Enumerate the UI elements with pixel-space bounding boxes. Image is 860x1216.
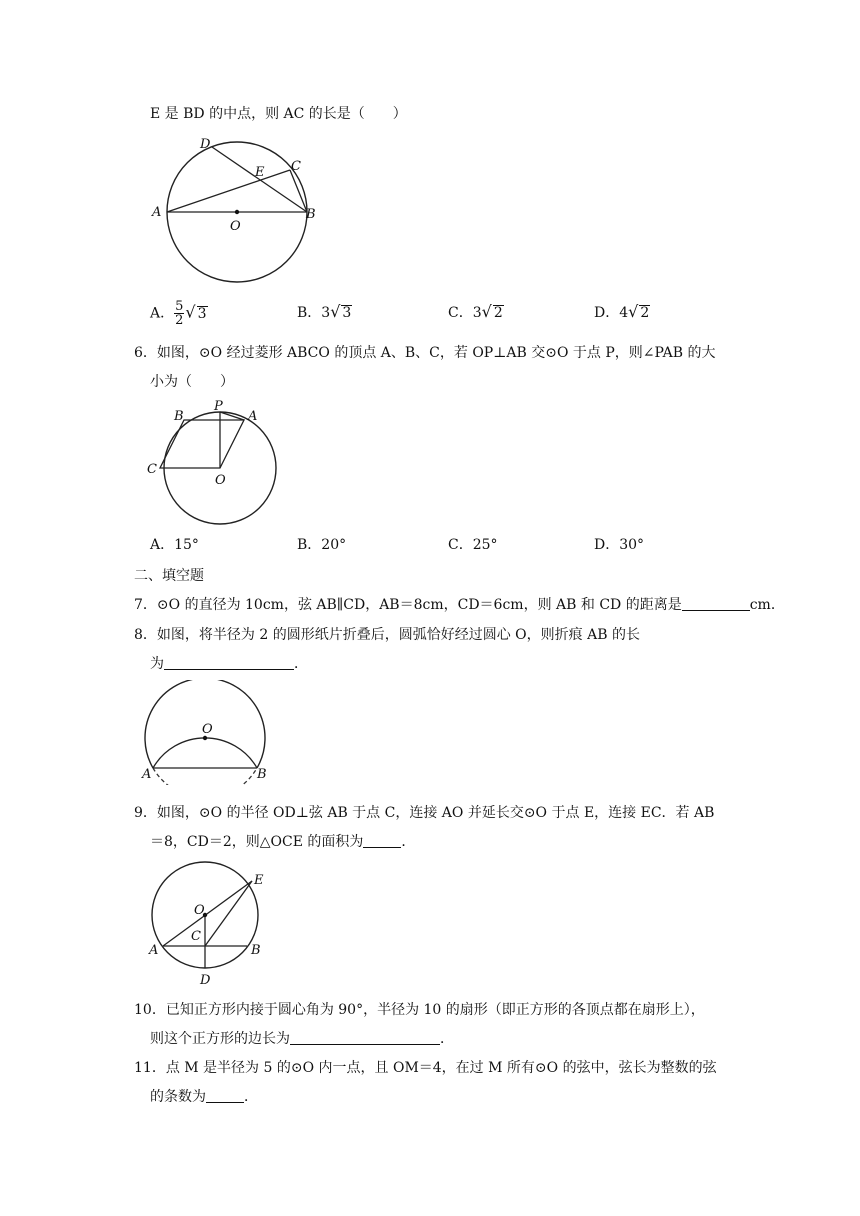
- q8-label-o: O: [202, 722, 213, 737]
- q5-choice-b: B．3√ 3: [297, 302, 352, 321]
- q9-figure: [140, 860, 280, 992]
- q6-label-p: P: [214, 399, 223, 414]
- q6-label-o: O: [215, 473, 226, 488]
- q8-label-a: A: [142, 767, 152, 782]
- q11-line1: 11．点 M 是半径为 5 的⊙O 内一点，且 OM＝4，在过 M 所有⊙O 的弦中，弦长为整数的弦: [134, 1060, 717, 1076]
- q5-label-a: A: [152, 205, 162, 220]
- q5-label-d: D: [200, 137, 211, 152]
- q6-line2: 小为（ ）: [150, 374, 234, 390]
- q6-label-b: B: [174, 409, 184, 424]
- q11-answer-blank[interactable]: [206, 1088, 244, 1103]
- q9-label-b: B: [251, 943, 261, 958]
- q5-choice-c: C．3√ 2: [448, 302, 503, 321]
- q8-line2: 为 ．: [150, 656, 308, 672]
- q6-line1: 6．如图，⊙O 经过菱形 ABCO 的顶点 A、B、C，若 OP⊥AB 交⊙O 于点 P，则∠PAB 的大: [134, 345, 716, 361]
- q10-line1: 10．已知正方形内接于圆心角为 90°，半径为 10 的扇形（即正方形的各顶点都在扇形上），: [134, 1002, 705, 1018]
- q5-label-b: B: [306, 207, 316, 222]
- q8-answer-blank[interactable]: [164, 655, 294, 670]
- q9-answer-blank[interactable]: [363, 833, 401, 848]
- q9-label-d: D: [200, 973, 211, 988]
- q9-line2: ＝8，CD＝2，则△OCE 的面积为 ．: [150, 834, 416, 850]
- q6-choice-a: A．15°: [150, 537, 199, 553]
- q6-figure: [140, 396, 290, 531]
- q10-line2: 则这个正方形的边长为 ．: [150, 1031, 454, 1047]
- q5-figure: [140, 132, 340, 292]
- q11-line2: 的条数为 ．: [150, 1089, 258, 1105]
- section-heading: 二、填空题: [134, 568, 204, 584]
- q6-label-c: C: [147, 462, 157, 477]
- q5-text: E 是 BD 的中点，则 AC 的长是（ ）: [150, 106, 407, 122]
- q9-label-o: O: [194, 903, 205, 918]
- q5-label-e: E: [255, 165, 265, 180]
- q6-label-a: A: [248, 409, 258, 424]
- q6-choice-c: C．25°: [448, 537, 498, 553]
- q5-label-o: O: [230, 219, 241, 234]
- q8-label-b: B: [257, 767, 267, 782]
- q5-choice-a: A． $\frac{5}{2}$ √ 3: [150, 299, 207, 328]
- q6-choice-b: B．20°: [297, 537, 347, 553]
- q8-figure: [140, 680, 290, 785]
- q5-choice-d: D．4√ 2: [594, 302, 650, 321]
- q9-label-c: C: [191, 929, 201, 944]
- q10-answer-blank[interactable]: [290, 1030, 440, 1045]
- q7-answer-blank[interactable]: [682, 596, 750, 611]
- q9-line1: 9．如图，⊙O 的半径 OD⊥弦 AB 于点 C，连接 AO 并延长交⊙O 于点 E，连接 EC．若 AB: [134, 805, 715, 821]
- q9-label-a: A: [149, 943, 159, 958]
- q8-line1: 8．如图，将半径为 2 的圆形纸片折叠后，圆弧恰好经过圆心 O，则折痕 AB 的长: [134, 627, 640, 643]
- q6-choice-d: D．30°: [594, 537, 645, 553]
- q9-label-e: E: [254, 873, 264, 888]
- q7-text: 7．⊙O 的直径为 10cm，弦 AB∥CD，AB＝8cm，CD＝6cm，则 AB 和 CD 的距离是 cm．: [134, 597, 785, 613]
- q5-label-c: C: [291, 159, 301, 174]
